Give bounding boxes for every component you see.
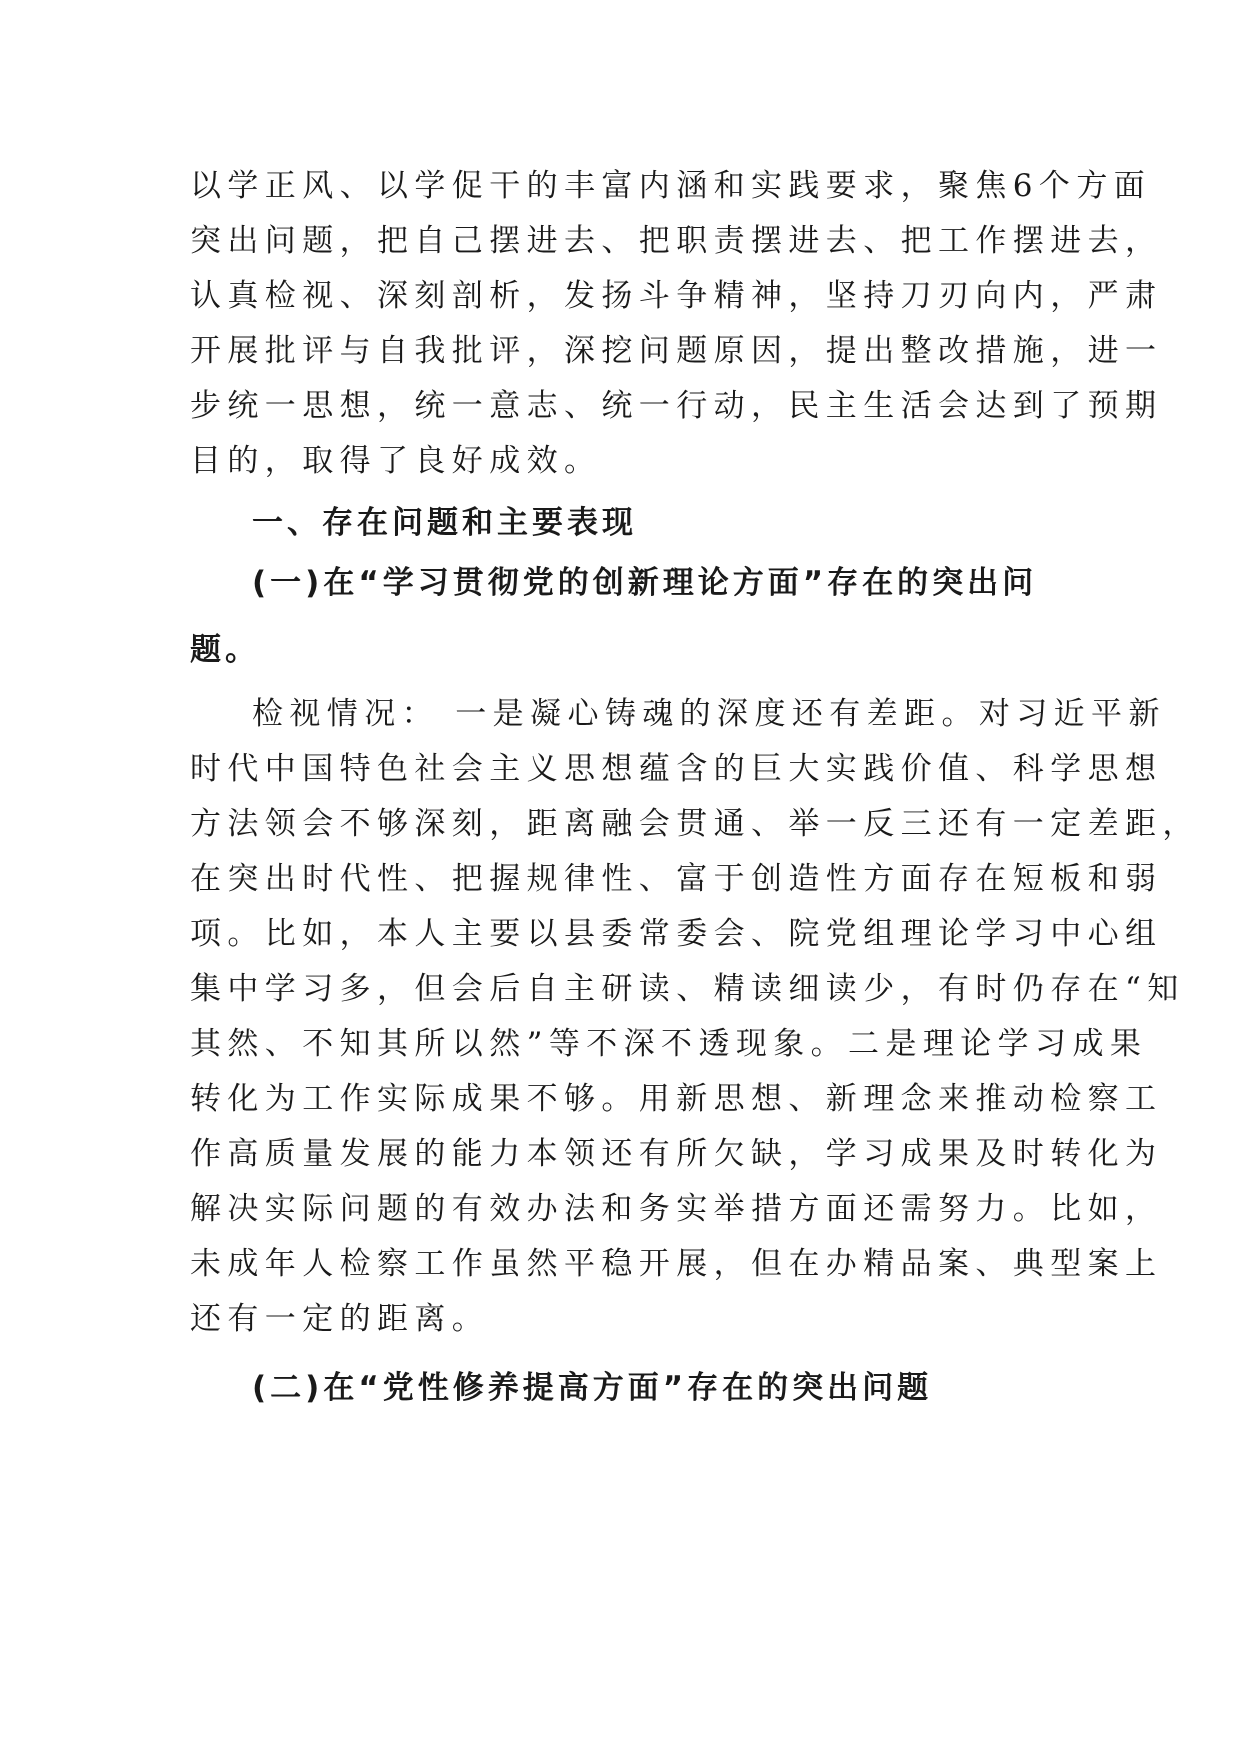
- review-line-10: 解决实际问题的有效办法和务实举措方面还需努力。比如，: [190, 1191, 1163, 1227]
- intro-line-5: 步统一思想，统一意志、统一行动，民主生活会达到了预期: [190, 388, 1163, 424]
- review-line-9: 作高质量发展的能力本领还有所欠缺，学习成果及时转化为: [190, 1136, 1163, 1172]
- intro-line-1: 以学正风、以学促干的丰富内涵和实践要求，聚焦6个方面: [190, 168, 1152, 204]
- review-line-1: 检视情况： 一是凝心铸魂的深度还有差距。对习近平新: [252, 696, 1166, 732]
- intro-line-3: 认真检视、深刻剖析，发扬斗争精神，坚持刀刃向内，严肃: [190, 278, 1163, 314]
- section-heading-1: 一、存在问题和主要表现: [252, 505, 637, 541]
- review-line-11: 未成年人检察工作虽然平稳开展，但在办精品案、典型案上: [190, 1246, 1163, 1282]
- review-line-2: 时代中国特色社会主义思想蕴含的巨大实践价值、科学思想: [190, 751, 1163, 787]
- subsection-heading-1-cont: 题。: [190, 632, 260, 668]
- review-line-7: 其然、不知其所以然”等不深不透现象。二是理论学习成果: [190, 1026, 1148, 1062]
- review-line-5: 项。比如，本人主要以县委常委会、院党组理论学习中心组: [190, 916, 1163, 952]
- review-line-12: 还有一定的距离。: [190, 1301, 490, 1337]
- intro-line-4: 开展批评与自我批评，深挖问题原因，提出整改措施，进一: [190, 333, 1163, 369]
- review-line-3: 方法领会不够深刻，距离融会贯通、举一反三还有一定差距，: [190, 806, 1200, 842]
- review-line-4: 在突出时代性、把握规律性、富于创造性方面存在短板和弱: [190, 861, 1163, 897]
- intro-line-6: 目的，取得了良好成效。: [190, 443, 602, 479]
- intro-line-2: 突出问题，把自己摆进去、把职责摆进去、把工作摆进去，: [190, 223, 1163, 259]
- subsection-heading-1: (一)在“学习贯彻党的创新理论方面”存在的突出问: [252, 565, 1038, 601]
- subsection-heading-2: (二)在“党性修养提高方面”存在的突出问题: [252, 1370, 933, 1406]
- review-line-6: 集中学习多，但会后自主研读、精读细读少，有时仍存在“知: [190, 971, 1185, 1007]
- review-line-8: 转化为工作实际成果不够。用新思想、新理念来推动检察工: [190, 1081, 1163, 1117]
